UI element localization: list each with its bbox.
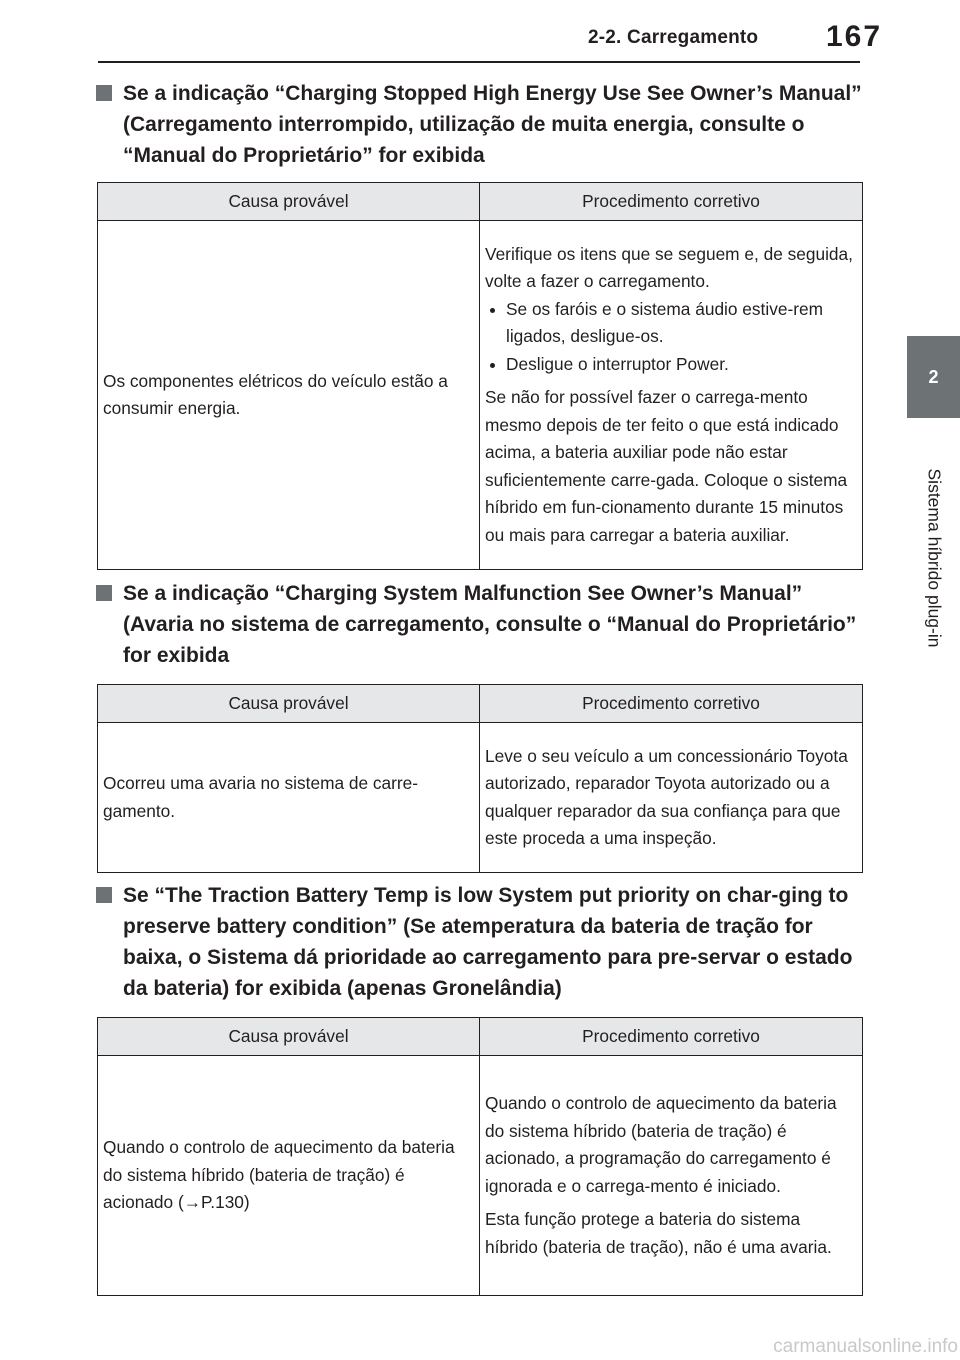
header-cause: Causa provável: [98, 183, 480, 221]
section-heading-text: Se “The Traction Battery Temp is low System put priority on char-ging to preserve battery condition” (Se atemperatura da bateria de tração for baixa, o Sistema dá prioridade ao carregamento para pre-servar o estado da bateria) for exibida (apenas Gronelândia): [123, 884, 853, 1000]
procedure-note: Se não for possível fazer o carrega-mento mesmo depois de ter feito o que está indicado acima, a bateria auxiliar pode não estar suficientemente carre-gada. Coloque o sistema híbrido em fun-cionamento durante 15 minutos ou mais para carregar a bateria auxiliar.: [485, 387, 848, 545]
header-cause: Causa provável: [98, 685, 480, 723]
cause-cell: [98, 1056, 480, 1296]
header-procedure: Procedimento corretivo: [480, 1018, 863, 1056]
procedure-intro: Verifique os itens que se seguem e, de seguida, volte a fazer o carregamento.: [485, 243, 853, 292]
procedure-cell: [480, 1056, 863, 1296]
section-heading-1: [96, 78, 866, 171]
chapter-tab: [907, 336, 960, 418]
table-header-row: [98, 1018, 863, 1056]
section-heading-text: Se a indicação “Charging Stopped High Energy Use See Owner’s Manual” (Carregamento interrompido, utilização de muita energia, consulte o “Manual do Proprietário” for exibida: [123, 82, 862, 167]
page-number: 167: [826, 20, 883, 53]
info-table-2: [97, 684, 863, 873]
list-item: Desligue o interruptor Power.: [485, 351, 857, 379]
square-bullet-icon: [96, 85, 112, 101]
header-procedure: Procedimento corretivo: [480, 685, 863, 723]
table-row: [98, 723, 863, 873]
table-row: [98, 221, 863, 570]
header-cause: Causa provável: [98, 1018, 480, 1056]
info-table-1: [97, 182, 863, 570]
procedure-intro: Leve o seu veículo a um concessionário Toyota autorizado, reparador Toyota autorizado ou a qualquer reparador da sua confiança para que este proceda a uma inspeção.: [485, 745, 848, 848]
square-bullet-icon: [96, 887, 112, 903]
section-title: 2-2. Carregamento: [588, 27, 759, 48]
header-rule: [98, 61, 860, 63]
section-heading-2: [96, 578, 866, 671]
cause-text: Ocorreu uma avaria no sistema de carre-gamento.: [103, 773, 419, 821]
table-header-row: [98, 183, 863, 221]
cause-text: Quando o controlo de aquecimento da bateria do sistema híbrido (bateria de tração) é acionado (→P.130): [103, 1137, 455, 1213]
section-heading-text: Se a indicação “Charging System Malfunction See Owner’s Manual” (Avaria no sistema de carregamento, consulte o “Manual do Proprietário” for exibida: [123, 582, 857, 667]
procedure-intro: Quando o controlo de aquecimento da bateria do sistema híbrido (bateria de tração) é acionado, a programação do carregamento é ignorada e o carrega-mento é iniciado.: [485, 1093, 837, 1196]
chapter-number: 2: [928, 366, 939, 387]
cause-text: Os componentes elétricos do veículo estão a consumir energia.: [103, 370, 448, 418]
table-row: [98, 1056, 863, 1296]
cause-cell: [98, 221, 480, 570]
procedure-cell: [480, 723, 863, 873]
info-table-3: [97, 1017, 863, 1296]
procedure-note: Esta função protege a bateria do sistema híbrido (bateria de tração), não é uma avaria.: [485, 1209, 832, 1257]
procedure-cell: [480, 221, 863, 570]
chapter-title-text: Sistema híbrido plug-in: [924, 468, 945, 648]
table-header-row: [98, 685, 863, 723]
procedure-list: [485, 296, 857, 379]
section-heading-3: [96, 880, 866, 1004]
watermark: carmanualsonline.info: [773, 1336, 958, 1357]
square-bullet-icon: [96, 585, 112, 601]
list-item: Se os faróis e o sistema áudio estive-rem ligados, desligue-os.: [485, 296, 857, 351]
header-procedure: Procedimento corretivo: [480, 183, 863, 221]
cause-cell: [98, 723, 480, 873]
